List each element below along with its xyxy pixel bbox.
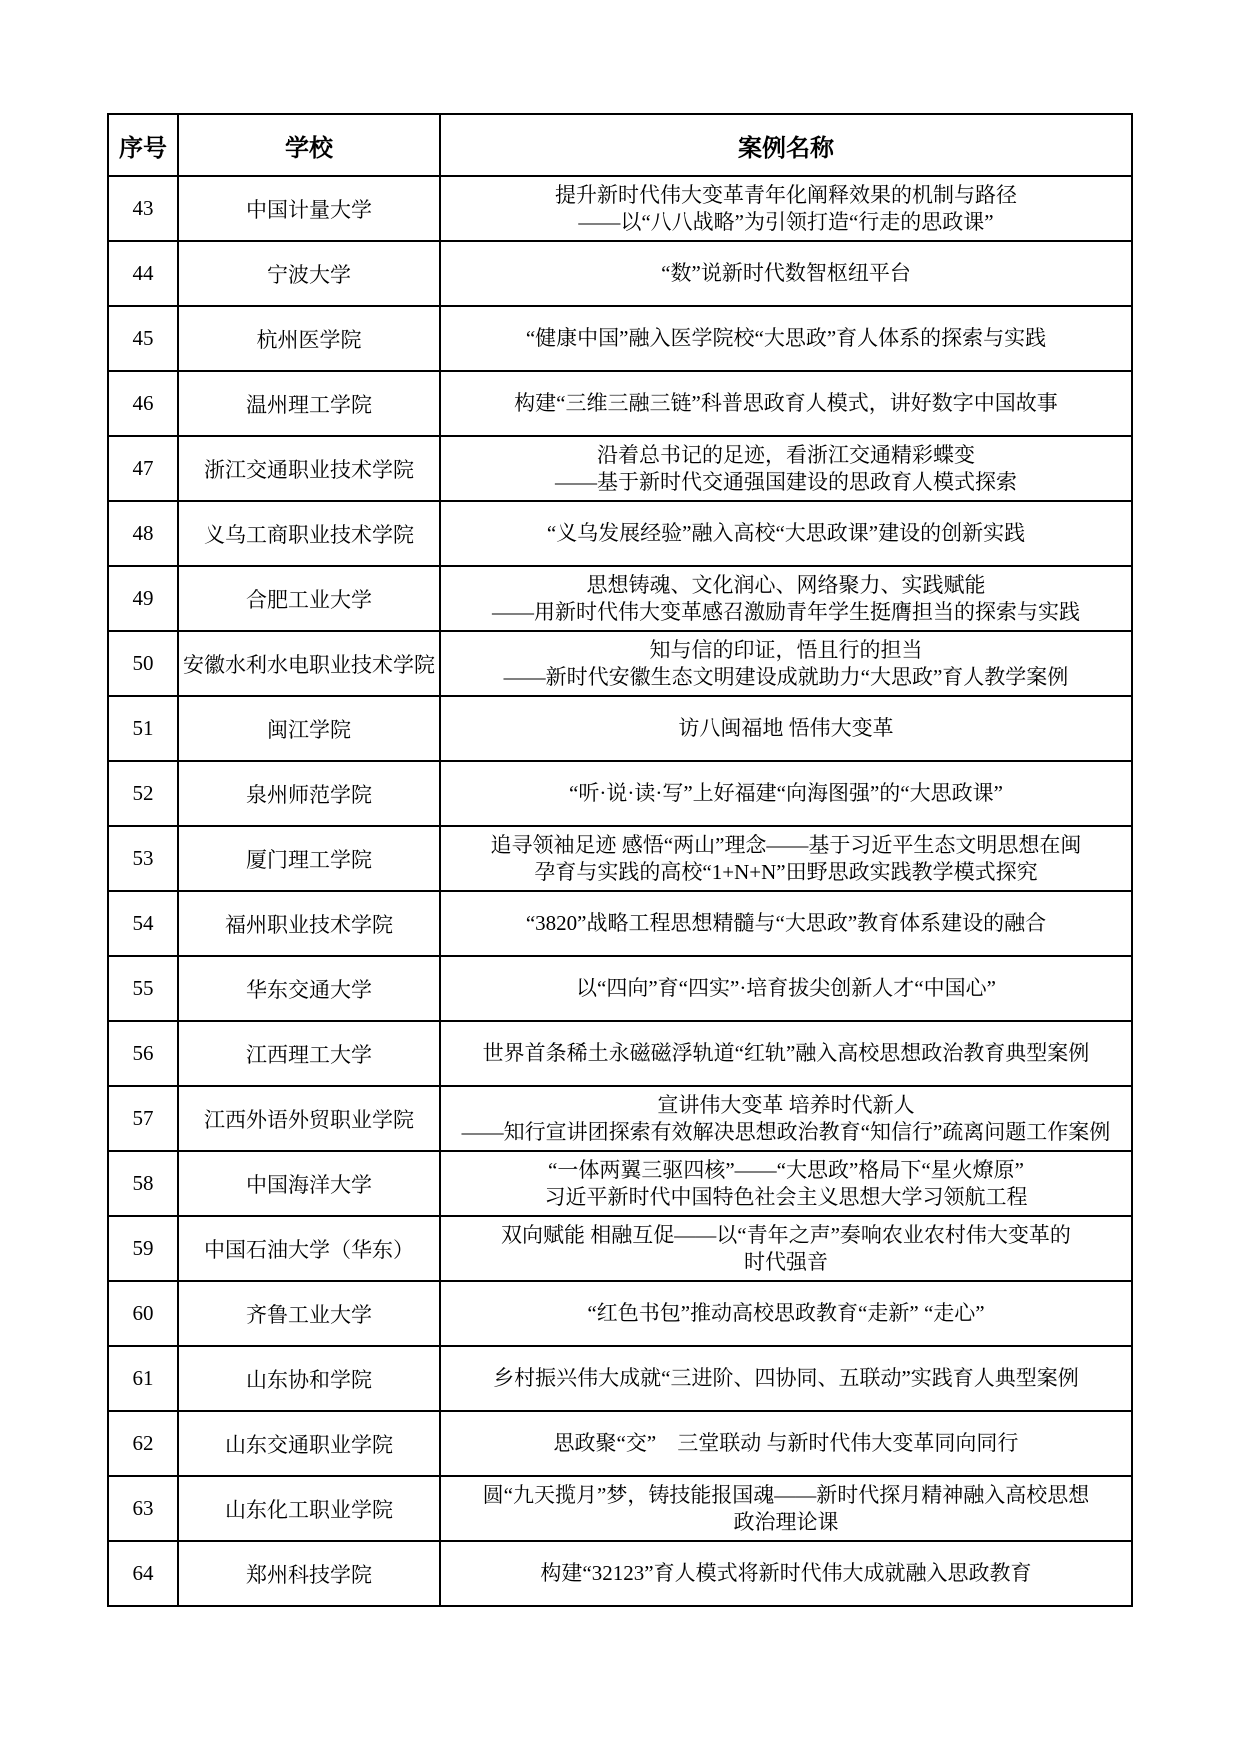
- table-row: [108, 1086, 1132, 1151]
- case-line: 宣讲伟大变革 培养时代新人: [657, 1092, 915, 1117]
- row-number: 56: [108, 1021, 178, 1086]
- case-name: [440, 241, 1132, 306]
- school-name: 华东交通大学: [178, 956, 440, 1021]
- table-row: [108, 631, 1132, 696]
- school-name: 中国计量大学: [178, 176, 440, 241]
- school-name: 闽江学院: [178, 696, 440, 761]
- table-row: [108, 1476, 1132, 1541]
- header-row: [108, 114, 1132, 176]
- case-line: ——新时代安徽生态文明建设成就助力“大思政”育人教学案例: [503, 664, 1069, 689]
- case-name: [440, 631, 1132, 696]
- table-row: [108, 1281, 1132, 1346]
- case-line: 圆“九天揽月”梦，铸技能报国魂——新时代探月精神融入高校思想: [482, 1482, 1090, 1507]
- case-name: [440, 826, 1132, 891]
- case-name: [440, 176, 1132, 241]
- table-row: [108, 1151, 1132, 1216]
- case-name: [440, 1476, 1132, 1541]
- case-name: [440, 371, 1132, 436]
- table-row: [108, 1411, 1132, 1476]
- case-name: [440, 1541, 1132, 1606]
- table-row: [108, 696, 1132, 761]
- row-number: 62: [108, 1411, 178, 1476]
- case-line: “3820”战略工程思想精髓与“大思政”教育体系建设的融合: [525, 911, 1047, 935]
- case-line: 访八闽福地 悟伟大变革: [678, 716, 894, 740]
- table-row: [108, 501, 1132, 566]
- case-line: 时代强音: [744, 1249, 828, 1274]
- school-name: 山东交通职业学院: [178, 1411, 440, 1476]
- school-name: 中国石油大学（华东）: [178, 1216, 440, 1281]
- row-number: 49: [108, 566, 178, 631]
- school-name: 福州职业技术学院: [178, 891, 440, 956]
- row-number: 50: [108, 631, 178, 696]
- case-name: [440, 696, 1132, 761]
- case-line: 乡村振兴伟大成就“三进阶、四协同、五联动”实践育人典型案例: [493, 1366, 1079, 1390]
- row-number: 63: [108, 1476, 178, 1541]
- case-name: [440, 1216, 1132, 1281]
- case-line: 习近平新时代中国特色社会主义思想大学习领航工程: [544, 1184, 1028, 1209]
- row-number: 64: [108, 1541, 178, 1606]
- row-number: 52: [108, 761, 178, 826]
- case-line: 构建“32123”育人模式将新时代伟大成就融入思政教育: [540, 1561, 1032, 1585]
- case-line: 构建“三维三融三链”科普思政育人模式，讲好数字中国故事: [514, 391, 1058, 415]
- header-no: 序号: [108, 114, 178, 176]
- table-row: [108, 826, 1132, 891]
- table-row: [108, 306, 1132, 371]
- row-number: 58: [108, 1151, 178, 1216]
- row-number: 48: [108, 501, 178, 566]
- school-name: 宁波大学: [178, 241, 440, 306]
- row-number: 45: [108, 306, 178, 371]
- school-name: 山东协和学院: [178, 1346, 440, 1411]
- case-name: [440, 761, 1132, 826]
- case-line: 以“四向”育“四实”·培育拔尖创新人才“中国心”: [576, 976, 996, 1000]
- case-name: [440, 1411, 1132, 1476]
- table-row: [108, 1541, 1132, 1606]
- case-line: 追寻领袖足迹 感悟“两山”理念——基于习近平生态文明思想在闽: [490, 832, 1082, 857]
- school-name: 杭州医学院: [178, 306, 440, 371]
- case-line: ——知行宣讲团探索有效解决思想政治教育“知信行”疏离问题工作案例: [461, 1119, 1111, 1144]
- case-name: [440, 891, 1132, 956]
- row-number: 55: [108, 956, 178, 1021]
- table-row: [108, 241, 1132, 306]
- case-name: [440, 501, 1132, 566]
- table-row: [108, 891, 1132, 956]
- table-row: [108, 1021, 1132, 1086]
- row-number: 57: [108, 1086, 178, 1151]
- school-name: 泉州师范学院: [178, 761, 440, 826]
- school-name: 义乌工商职业技术学院: [178, 501, 440, 566]
- school-name: 厦门理工学院: [178, 826, 440, 891]
- row-number: 59: [108, 1216, 178, 1281]
- case-line: ——用新时代伟大变革感召激励青年学生挺膺担当的探索与实践: [492, 599, 1080, 624]
- case-line: 思政聚“交” 三堂联动 与新时代伟大变革同向同行: [553, 1431, 1019, 1455]
- case-name: [440, 306, 1132, 371]
- case-line: “红色书包”推动高校思政教育“走新” “走心”: [587, 1301, 985, 1325]
- case-line: 沿着总书记的足迹，看浙江交通精彩蝶变: [597, 442, 975, 467]
- table-row: [108, 176, 1132, 241]
- school-name: 中国海洋大学: [178, 1151, 440, 1216]
- case-line: “健康中国”融入医学院校“大思政”育人体系的探索与实践: [525, 326, 1047, 350]
- school-name: 齐鲁工业大学: [178, 1281, 440, 1346]
- case-name: [440, 1151, 1132, 1216]
- case-line: “数”说新时代数智枢纽平台: [661, 261, 911, 285]
- school-name: 浙江交通职业技术学院: [178, 436, 440, 501]
- case-line: 知与信的印证，悟且行的担当: [649, 637, 923, 662]
- school-name: 山东化工职业学院: [178, 1476, 440, 1541]
- table-header: [108, 114, 1132, 176]
- row-number: 47: [108, 436, 178, 501]
- header-case: 案例名称: [440, 114, 1132, 176]
- case-name: [440, 1021, 1132, 1086]
- case-name: [440, 1281, 1132, 1346]
- school-name: 合肥工业大学: [178, 566, 440, 631]
- case-name: [440, 436, 1132, 501]
- table-row: [108, 1216, 1132, 1281]
- row-number: 60: [108, 1281, 178, 1346]
- table-row: [108, 761, 1132, 826]
- row-number: 46: [108, 371, 178, 436]
- row-number: 54: [108, 891, 178, 956]
- case-line: 思想铸魂、文化润心、网络聚力、实践赋能: [586, 572, 986, 597]
- row-number: 44: [108, 241, 178, 306]
- case-name: [440, 1346, 1132, 1411]
- table-body: [108, 176, 1132, 1606]
- row-number: 43: [108, 176, 178, 241]
- case-name: [440, 566, 1132, 631]
- school-name: 江西理工大学: [178, 1021, 440, 1086]
- school-name: 江西外语外贸职业学院: [178, 1086, 440, 1151]
- case-line: 孕育与实践的高校“1+N+N”田野思政实践教学模式探究: [534, 859, 1038, 884]
- case-line: “一体两翼三驱四核”——“大思政”格局下“星火燎原”: [548, 1157, 1024, 1182]
- header-school: 学校: [178, 114, 440, 176]
- case-line: “义乌发展经验”融入高校“大思政课”建设的创新实践: [546, 521, 1026, 545]
- case-line: 双向赋能 相融互促——以“青年之声”奏响农业农村伟大变革的: [501, 1222, 1071, 1247]
- table-row: [108, 956, 1132, 1021]
- table-row: [108, 1346, 1132, 1411]
- case-line: 世界首条稀土永磁磁浮轨道“红轨”融入高校思想政治教育典型案例: [482, 1041, 1090, 1065]
- case-name: [440, 956, 1132, 1021]
- cases-table: [107, 113, 1133, 1607]
- case-line: 提升新时代伟大变革青年化阐释效果的机制与路径: [555, 182, 1017, 207]
- school-name: 郑州科技学院: [178, 1541, 440, 1606]
- row-number: 53: [108, 826, 178, 891]
- case-line: ——基于新时代交通强国建设的思政育人模式探索: [555, 469, 1017, 494]
- school-name: 温州理工学院: [178, 371, 440, 436]
- table-row: [108, 566, 1132, 631]
- case-line: 政治理论课: [733, 1509, 839, 1534]
- row-number: 51: [108, 696, 178, 761]
- case-line: ——以“八八战略”为引领打造“行走的思政课”: [578, 209, 994, 234]
- table-row: [108, 371, 1132, 436]
- case-line: “听·说·读·写”上好福建“向海图强”的“大思政课”: [569, 781, 1003, 805]
- case-name: [440, 1086, 1132, 1151]
- school-name: 安徽水利水电职业技术学院: [178, 631, 440, 696]
- table-row: [108, 436, 1132, 501]
- row-number: 61: [108, 1346, 178, 1411]
